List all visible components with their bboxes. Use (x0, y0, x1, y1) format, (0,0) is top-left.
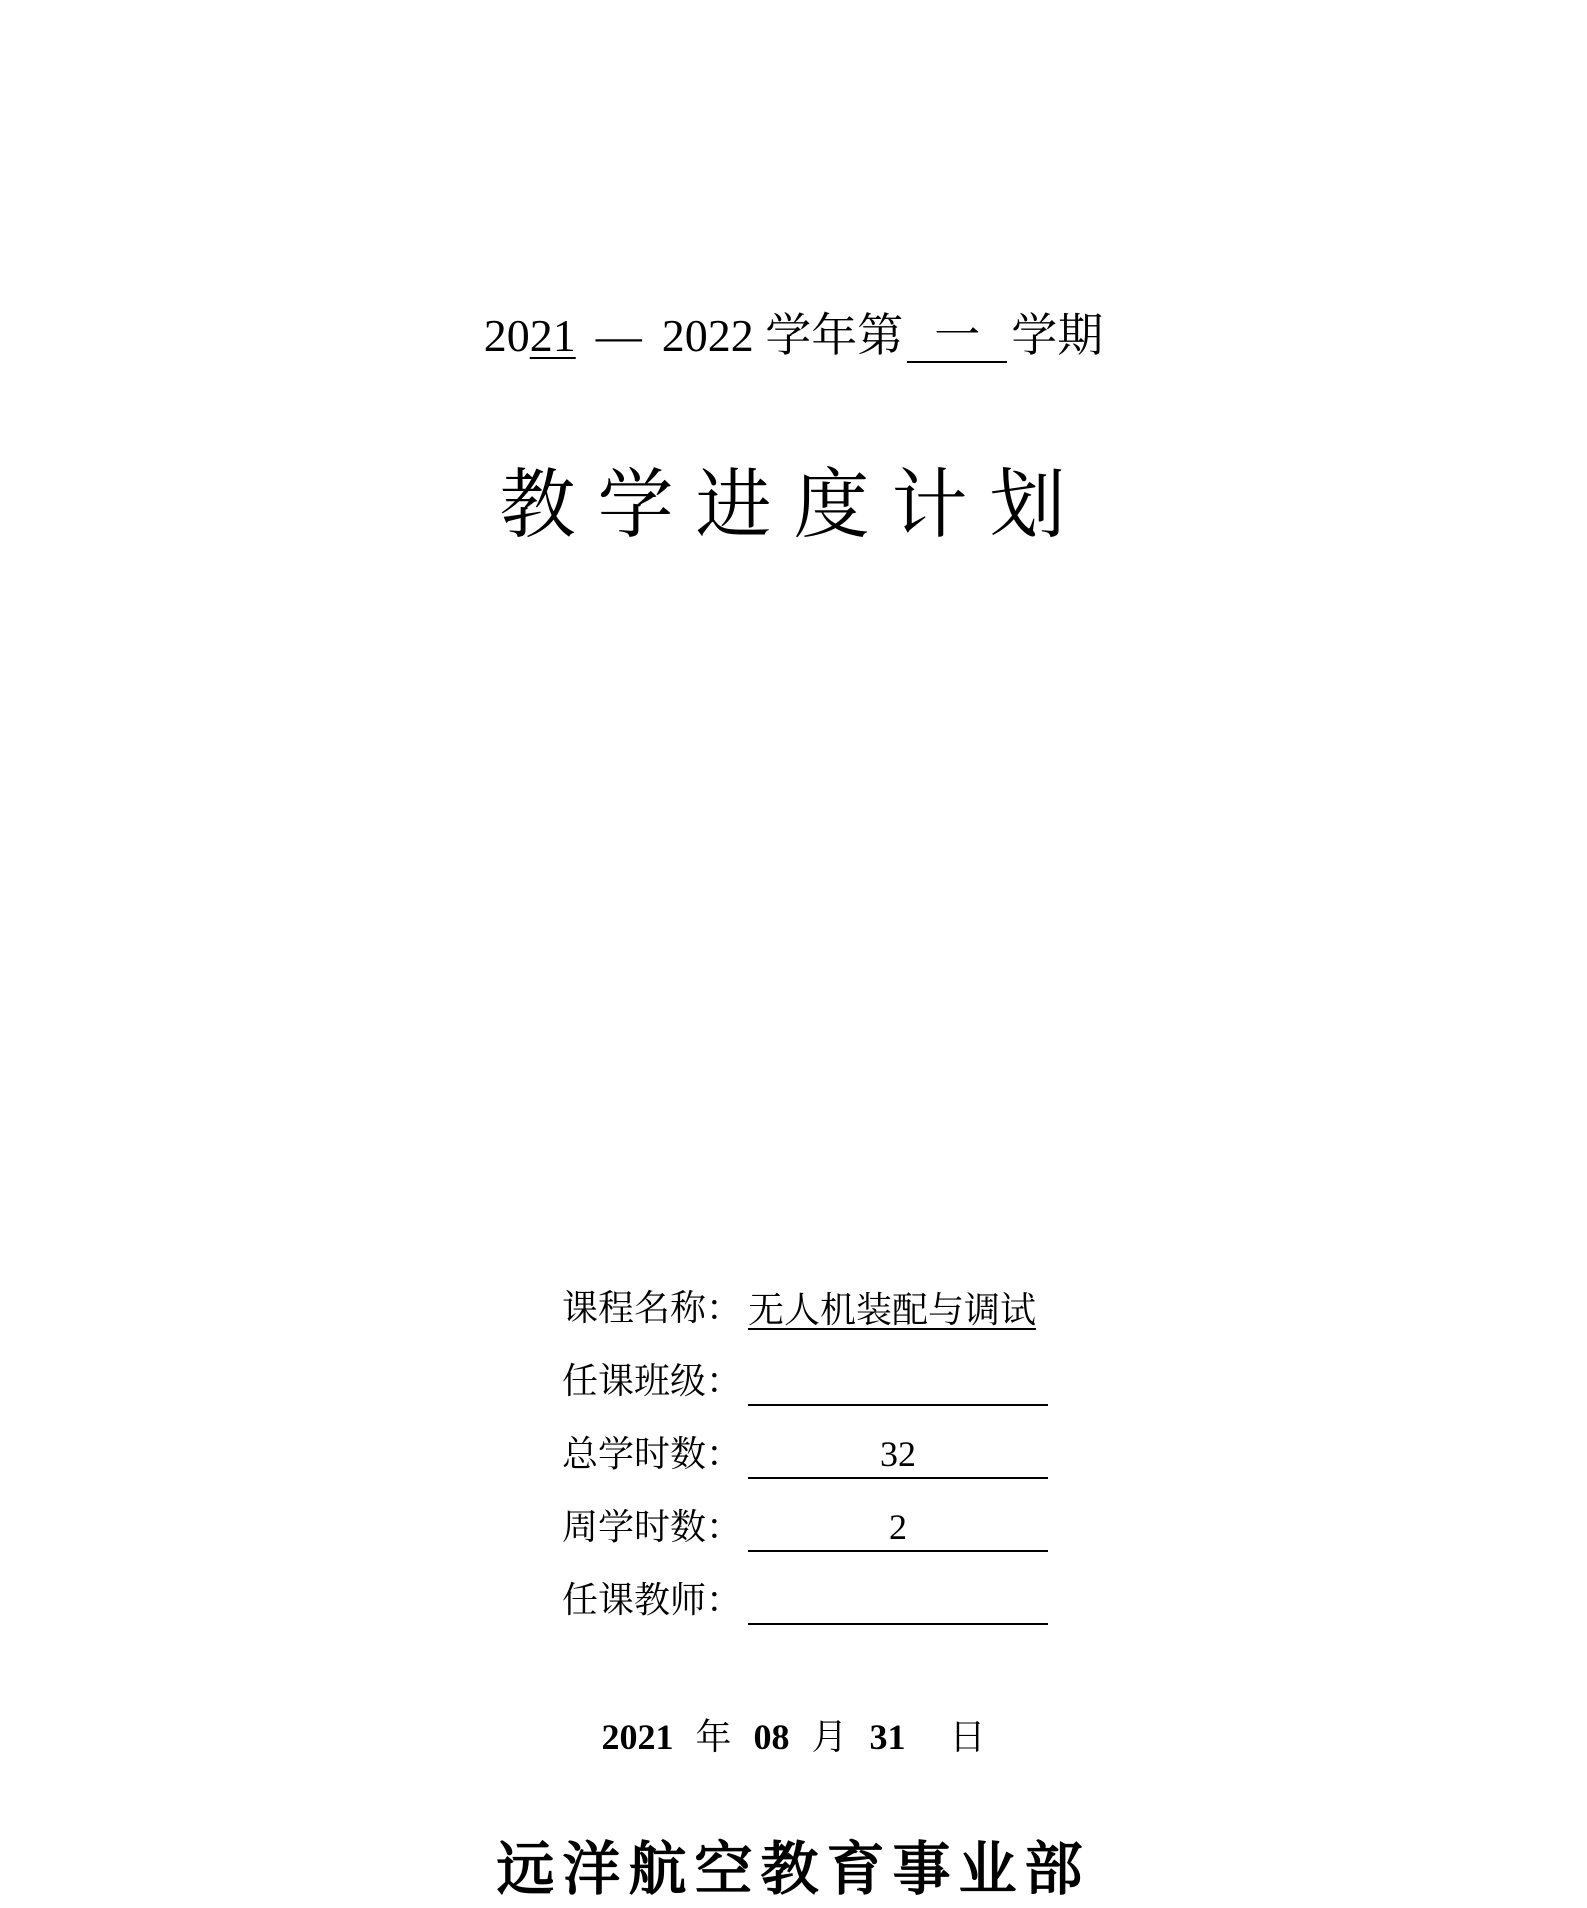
class-label: 任课班级： (562, 1361, 743, 1401)
date-month-unit: 月 (811, 1717, 848, 1757)
teacher-value (748, 1577, 1048, 1625)
course-name-value: 无人机装配与调试 (748, 1290, 1037, 1330)
teacher-label: 任课教师： (562, 1580, 743, 1620)
class-row (562, 1333, 1082, 1406)
date-day: 31 (869, 1717, 906, 1757)
semester-dash: — (595, 310, 642, 361)
date-day-unit: 日 (949, 1717, 986, 1757)
course-info-block (562, 1260, 1082, 1625)
weekly-hours-row (562, 1479, 1082, 1552)
semester-term-label: 学期 (1011, 310, 1104, 361)
total-hours-row (562, 1406, 1082, 1479)
semester-term: 一 (907, 311, 1007, 363)
page-title: 教学进度计划 (499, 460, 1088, 549)
semester-year-label: 学年第 (765, 310, 904, 361)
department-name: 远洋航空教育事业部 (496, 1835, 1091, 1903)
teacher-row (562, 1552, 1082, 1625)
weekly-hours-label: 周学时数： (562, 1507, 743, 1547)
weekly-hours-value: 2 (748, 1504, 1048, 1552)
total-hours-label: 总学时数： (562, 1434, 743, 1474)
course-name-label: 课程名称： (562, 1288, 743, 1328)
date-month: 08 (753, 1717, 790, 1757)
date-year: 2021 (601, 1717, 674, 1757)
semester-end-year: 2022 (661, 310, 754, 361)
total-hours-value: 32 (748, 1431, 1048, 1479)
course-name-row (562, 1260, 1082, 1333)
date-line (0, 1712, 1587, 1762)
semester-prefix: 20 (483, 310, 530, 361)
date-year-unit: 年 (695, 1717, 732, 1757)
semester-line (0, 306, 1587, 366)
semester-start-year-suffix: 21 (529, 310, 576, 361)
class-value (748, 1358, 1048, 1406)
